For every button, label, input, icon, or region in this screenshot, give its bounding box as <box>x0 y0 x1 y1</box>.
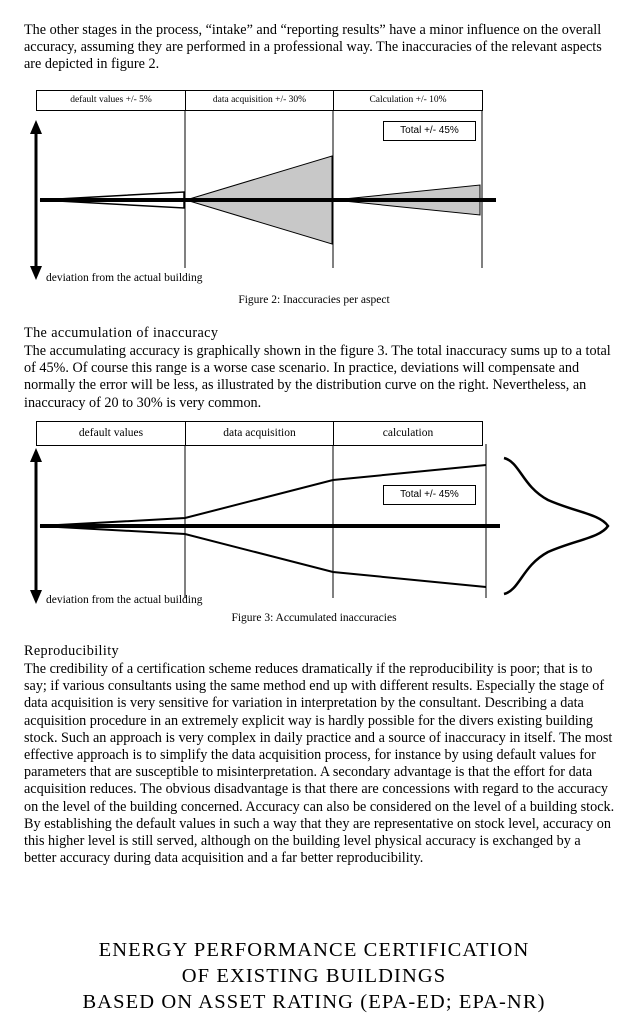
intro-paragraph: The other stages in the process, “intake” and “reporting results” have a minor influence on the overall accuracy, assuming they are performed in a professional way. The inaccuracies of the relevant aspects are depicted in figure 2. <box>24 22 602 73</box>
fig2-caption: Figure 2: Inaccuracies per aspect <box>238 294 390 306</box>
section-heading-accumulation: The accumulation of inaccuracy <box>24 325 219 341</box>
footer-title-line-1: ENERGY PERFORMANCE CERTIFICATION <box>98 939 530 961</box>
fig3-arrow-up-icon <box>30 448 42 462</box>
fig2-axis-label: deviation from the actual building <box>46 272 203 284</box>
fig3-total-box: Total +/- 45% <box>383 485 476 505</box>
fig2-header-acquisition: data acquisition +/- 30% <box>185 90 334 111</box>
fig3-axis-label: deviation from the actual building <box>46 594 203 606</box>
fig3-header-acquisition: data acquisition <box>185 421 334 446</box>
section-body-reproducibility: The credibility of a certification scheme reduces dramatically if the reproducibility is poor; that is to say; if various consultants using the same method end up with different results. Especially the stage of data acquisition is very sensitive for variation in interpretation by the consultant. Describing a data acquisition procedure in an extremely explicit way is hardly possible for the divers existing building stock. Such an approach is very complex in daily practice and a source of inaccuracy in itself. The most effective approach is to simplify the data acquisition process, for instance by using default values for parameters that are susceptible to misinterpretation. A secondary advantage is that the effort for data acquisition reduces. The obvious disadvantage is that there are concessions with regard to the accuracy on the level of the building concerned. Accuracy can also be considered on the level of a building stock. By establishing the default values in such a way that they are representative on stock level, accuracy on this higher level is still served, although on the building level physical accuracy is exchanged by a better accuracy during data acquisition and a far better reproducibility. <box>24 661 615 867</box>
fig3-header-calculation: calculation <box>333 421 483 446</box>
fig3-caption: Figure 3: Accumulated inaccuracies <box>231 612 397 624</box>
footer-title-line-2: OF EXISTING BUILDINGS <box>181 965 447 987</box>
fig2-total-box: Total +/- 45% <box>383 121 476 141</box>
footer-title-line-3: BASED ON ASSET RATING (EPA-ED; EPA-NR) <box>82 991 546 1013</box>
fig3-arrow-down-icon <box>30 590 42 604</box>
fig3-distribution-curve <box>504 458 608 594</box>
section-heading-reproducibility: Reproducibility <box>24 643 120 659</box>
fig3-lower-bound <box>40 526 486 587</box>
fig3-header-default: default values <box>36 421 186 446</box>
fig2-header-default: default values +/- 5% <box>36 90 186 111</box>
section-body-accumulation: The accumulating accuracy is graphically shown in the figure 3. The total inaccuracy sums up to a total of 45%. Of course this range is a worse case scenario. In practice, deviations will compensate and normally the error will be less, as illustrated by the distribution curve on the right. Nevertheless, an inaccuracy of 20 to 30% is very common. <box>24 343 611 411</box>
fig2-header-calculation: Calculation +/- 10% <box>333 90 483 111</box>
